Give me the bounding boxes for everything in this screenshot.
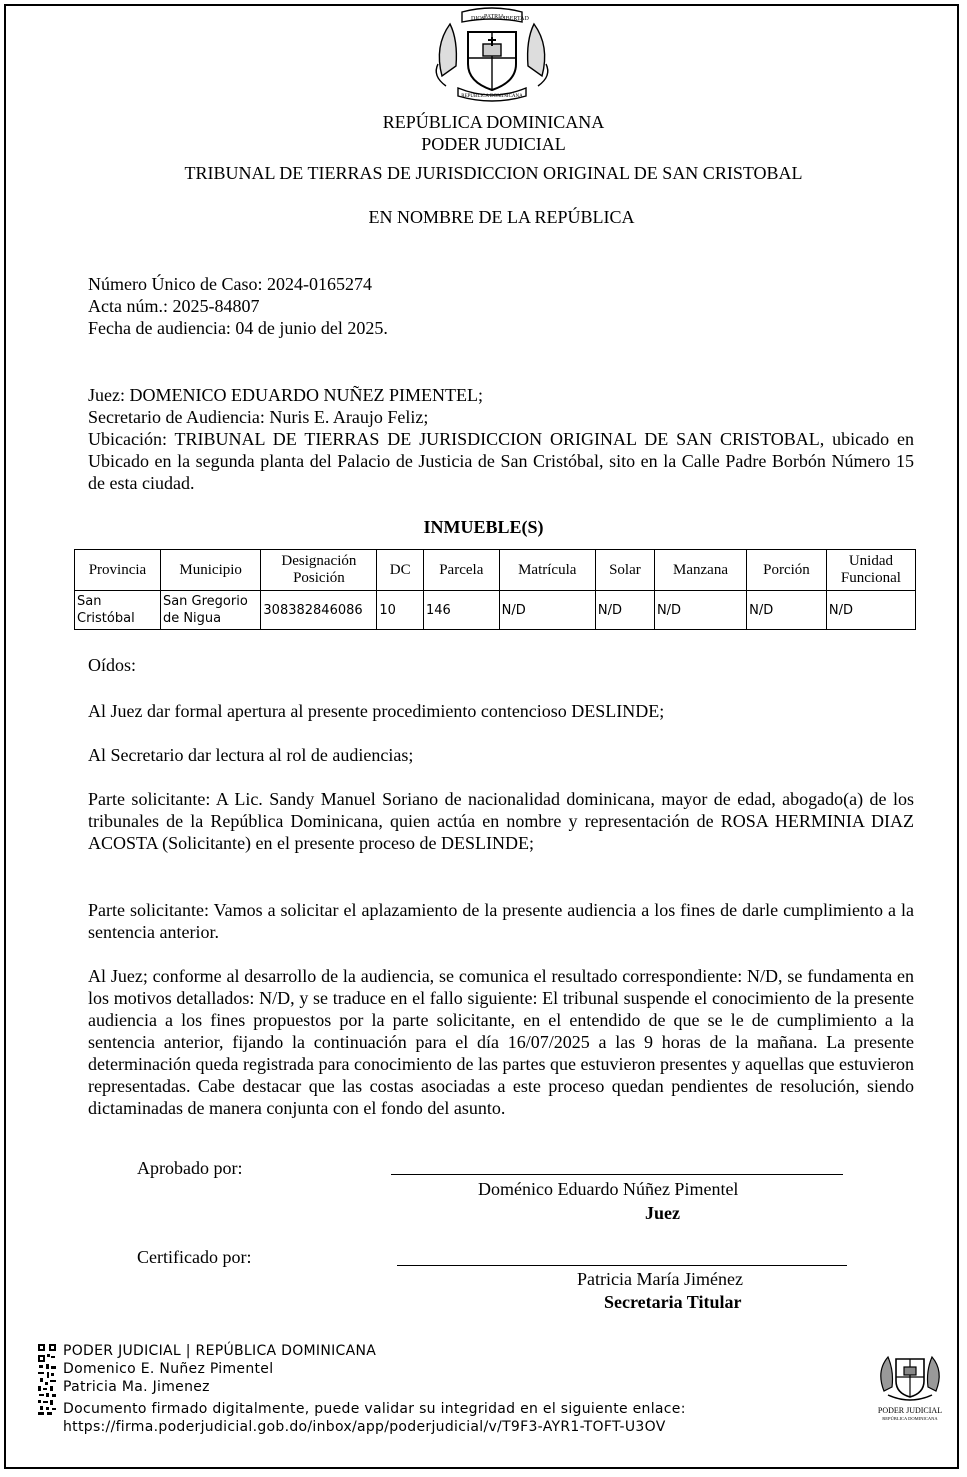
judge-name: Doménico Eduardo Núñez Pimentel [478,1179,739,1199]
oidos-label: Oídos: [88,655,137,675]
table-header-row [75,550,916,591]
col-provincia: Provincia [75,550,161,591]
footer-institution: PODER JUDICIAL | REPÚBLICA DOMINICANA [63,1343,377,1359]
case-number: Número Único de Caso: 2024-0165274 [88,274,372,294]
coat-of-arms-seal [428,6,556,102]
col-dc: DC [377,550,424,591]
hearing-date: Fecha de audiencia: 04 de junio del 2025. [88,318,388,338]
cell-designacion: 308382846086 [261,591,377,630]
svg-text:DIOS: DIOS [471,16,486,22]
col-porcion: Porción [747,550,827,591]
cell-matricula: N/D [499,591,595,630]
paragraph-apertura: Al Juez dar formal apertura al presente procedimiento contencioso DESLINDE; [88,701,665,721]
signature-line-secretary [397,1265,847,1266]
header-tribunal: TRIBUNAL DE TIERRAS DE JURISDICCION ORIGINAL DE SAN CRISTOBAL [184,163,803,183]
svg-text:PODER JUDICIAL: PODER JUDICIAL [877,1406,943,1415]
col-parcela: Parcela [424,550,500,591]
col-manzana: Manzana [654,550,746,591]
secretary-line: Secretario de Audiencia: Nuris E. Araujo Feliz; [88,407,429,427]
case-info [88,273,914,339]
col-matricula: Matrícula [499,550,595,591]
footer-validation-link[interactable]: https://firma.poderjudicial.gob.do/inbox/app/poderjudicial/v/T9F3-AYR1-TOFT-U3OV [63,1419,666,1435]
footer-signer-1: Domenico E. Nuñez Pimentel [63,1361,274,1377]
officials-info [88,384,914,494]
col-unidad-funcional: Unidad Funcional [826,550,915,591]
header-republica: REPÚBLICA DOMINICANA [382,112,605,132]
col-municipio: Municipio [160,550,260,591]
svg-text:LIBERTAD: LIBERTAD [500,16,529,22]
header-poder-judicial: PODER JUDICIAL [421,134,566,154]
cell-provincia: San Cristóbal [75,591,161,630]
certificado-label: Certificado por: [137,1247,252,1267]
location-line: Ubicación: TRIBUNAL DE TIERRAS DE JURISDICCION ORIGINAL DE SAN CRISTOBAL, ubicado en Ubicado en la segunda planta del Palacio de Justicia de San Cristóbal, sito en la Calle Padre Borbón Número 15 de esta ciudad. [88,429,914,493]
judge-role: Juez [645,1203,680,1223]
footer-signer-2: Patricia Ma. Jimenez [63,1379,210,1395]
header-en-nombre: EN NOMBRE DE LA REPÚBLICA [368,207,635,227]
svg-text:REPÚBLICA DOMINICANA: REPÚBLICA DOMINICANA [461,94,523,99]
cell-solar: N/D [595,591,654,630]
signature-line-judge [391,1174,843,1175]
acta-number: Acta núm.: 2025-84807 [88,296,260,316]
inmuebles-title: INMUEBLE(S) [423,517,544,537]
secretary-role: Secretaria Titular [604,1292,742,1312]
col-solar: Solar [595,550,654,591]
paragraph-parte-solicitante: Parte solicitante: A Lic. Sandy Manuel Soriano de nacionalidad dominicana, mayor de edad, abogado(a) de los tribunales de la República Dominicana, quien actúa en nombre y representación de ROSA HERMINIA DIAZ ACOSTA (Solicitante) en el presente proceso de DESLINDE; [88,789,914,853]
col-designacion: Designación Posición [261,550,377,591]
cell-parcela: 146 [424,591,500,630]
cell-unidad-funcional: N/D [826,591,915,630]
svg-text:REPÚBLICA DOMINICANA: REPÚBLICA DOMINICANA [882,1416,938,1421]
aprobado-label: Aprobado por: [137,1158,243,1178]
paragraph-lectura: Al Secretario dar lectura al rol de audiencias; [88,745,414,765]
footer-validation-note: Documento firmado digitalmente, puede validar su integridad en el siguiente enlace: [63,1401,686,1417]
poder-judicial-logo [870,1349,950,1421]
cell-dc: 10 [377,591,424,630]
judge-line: Juez: DOMENICO EDUARDO NUÑEZ PIMENTEL; [88,385,483,405]
qr-code-icon [38,1344,56,1416]
inmuebles-table [74,549,916,630]
svg-text:PATRIA: PATRIA [484,14,505,20]
cell-manzana: N/D [654,591,746,630]
cell-porcion: N/D [747,591,827,630]
secretary-name: Patricia María Jiménez [577,1269,743,1289]
paragraph-aplazamiento: Parte solicitante: Vamos a solicitar el aplazamiento de la presente audiencia a los fines de darle cumplimiento a la sentencia anterior. [88,900,914,942]
cell-municipio: San Gregorio de Nigua [160,591,260,630]
paragraph-fallo: Al Juez; conforme al desarrollo de la audiencia, se comunica el resultado correspondiente: N/D, se fundamenta en los motivos detallados: N/D, y se traduce en el fallo siguiente: El tribunal suspende el conocimiento de la presente audiencia a los fines propuestos por la parte solicitante, en el entendido de que se le de cumplimiento a la sentencia anterior, fijando la continuación para el día 16/07/2025 a las 9 horas de la mañana. La presente determinación queda registrada para conocimiento de las partes que estuvieron presentes y aquellas que estuvieron representadas. Cabe destacar que las costas asociadas a este proceso quedan pendientes de resolución, siendo dictaminadas de manera conjunta con el fondo del asunto. [88,966,914,1118]
table-row [75,591,916,630]
